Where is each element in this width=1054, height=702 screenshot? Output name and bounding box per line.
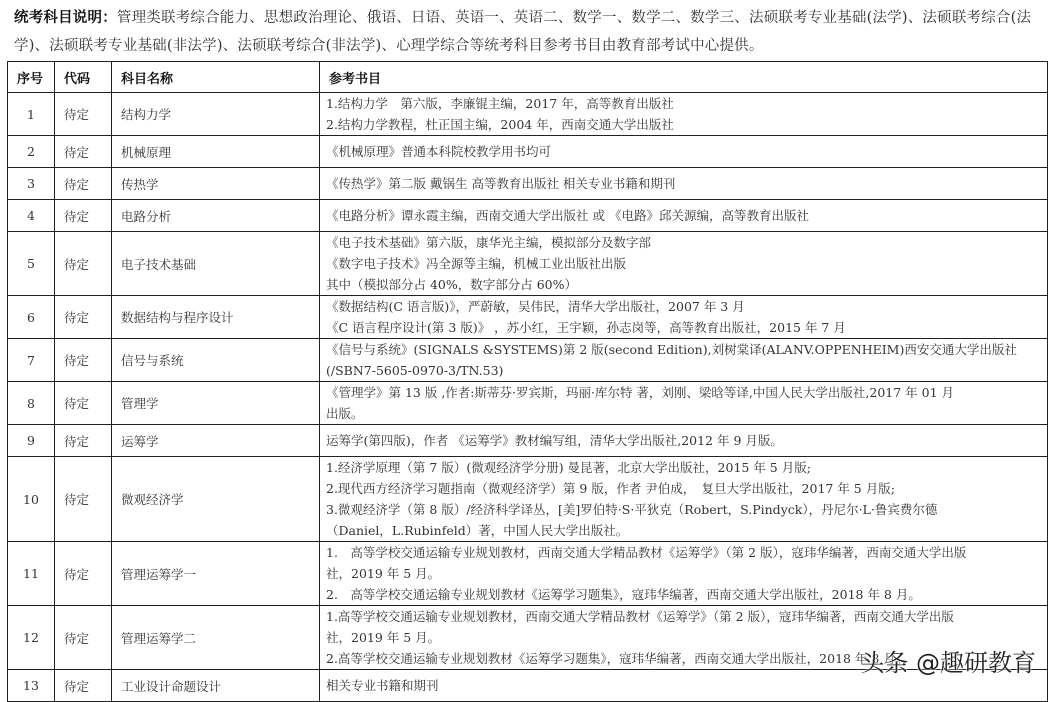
- book-line: 社，2019 年 5 月。: [326, 566, 441, 581]
- cell-books: [320, 296, 1048, 339]
- cell-books: [320, 93, 1048, 136]
- cell-code: 待定: [55, 93, 112, 136]
- cell-seq: 11: [8, 542, 55, 606]
- table-row: [8, 382, 1048, 425]
- table-body: [8, 93, 1048, 702]
- cell-books: [320, 339, 1048, 382]
- header-seq: 序号: [8, 62, 55, 93]
- cell-seq: 1: [8, 93, 55, 136]
- cell-seq: 4: [8, 200, 55, 232]
- cell-seq: 13: [8, 670, 55, 702]
- cell-seq: 6: [8, 296, 55, 339]
- cell-seq: 10: [8, 457, 55, 542]
- book-line: 1.高等学校交通运输专业规划教材，西南交通大学精品教材《运筹学》（第 2 版），寇玮华编著，西南交通大学出版: [326, 609, 954, 624]
- cell-code: 待定: [55, 296, 112, 339]
- book-line: 2.现代西方经济学习题指南（微观经济学）第 9 版，作者 尹伯成， 复旦大学出版社，2017 年 5 月版;: [326, 481, 895, 496]
- cell-books: [320, 542, 1048, 606]
- cell-subject: 传热学: [112, 168, 320, 200]
- cell-seq: 5: [8, 232, 55, 296]
- book-line: 《信号与系统》(SIGNALS &SYSTEMS)第 2 版(second Edition),刘树棠译(ALANV.OPPENHEIM)西安交通大学出版社: [326, 342, 1017, 357]
- cell-code: 待定: [55, 339, 112, 382]
- book-line: （Daniel，L.Rubinfeld）著，中国人民大学出版社。: [326, 523, 629, 538]
- watermark: 头条 @趣研教育: [860, 649, 1036, 677]
- book-line: 《传热学》第二版 戴锅生 高等教育出版社 相关专业书籍和期刊: [326, 176, 676, 191]
- book-line: 《管理学》第 13 版 ,作者:斯蒂芬·罗宾斯，玛丽·库尔特 著，刘刚、梁晗等译,中国人民大学出版社,2017 年 01 月: [326, 385, 955, 400]
- intro-text: 管理类联考综合能力、思想政治理论、俄语、日语、英语一、英语二、数学一、数学二、数学三、法硕联考专业基础(法学)、法硕联考综合(法学)、法硕联考专业基础(非法学)、法硕联考综合(非法学)、心理学综合等统考科目参考书目由教育部考试中心提供。: [14, 10, 1032, 54]
- book-line: 社，2019 年 5 月。: [326, 630, 441, 645]
- book-line: 其中（模拟部分占 40%，数字部分占 60%）: [326, 277, 578, 292]
- cell-subject: 结构力学: [112, 93, 320, 136]
- cell-seq: 2: [8, 136, 55, 168]
- book-line: 《电路分析》谭永霞主编，西南交通大学出版社 或 《电路》邱关源编，高等教育出版社: [326, 208, 809, 223]
- book-line: 《数据结构(C 语言版)》，严蔚敏，吴伟民，清华大学出版社，2007 年 3 月: [326, 299, 745, 314]
- cell-subject: 电路分析: [112, 200, 320, 232]
- book-line: 《C 语言程序设计(第 3 版)》 ，苏小红，王宇颖，孙志岗等，高等教育出版社，2015 年 7 月: [326, 320, 846, 335]
- cell-books: [320, 457, 1048, 542]
- header-subject: 科目名称: [112, 62, 320, 93]
- table-row: [8, 168, 1048, 200]
- cell-subject: 电子技术基础: [112, 232, 320, 296]
- intro-paragraph: [14, 4, 1046, 60]
- book-line: 1.经济学原理（第 7 版）(微观经济学分册) 曼昆著，北京大学出版社，2015 年 5 月版;: [326, 460, 811, 475]
- book-line: 运筹学(第四版)，作者 《运筹学》教材编写组，清华大学出版社,2012 年 9 月版。: [326, 433, 783, 448]
- cell-subject: 管理运筹学二: [112, 606, 320, 670]
- cell-seq: 3: [8, 168, 55, 200]
- cell-books: [320, 425, 1048, 457]
- table-row: [8, 542, 1048, 606]
- book-line: 《数字电子技术》冯全源等主编，机械工业出版社出版: [326, 256, 627, 271]
- table-row: [8, 296, 1048, 339]
- cell-subject: 数据结构与程序设计: [112, 296, 320, 339]
- cell-subject: 工业设计命题设计: [112, 670, 320, 702]
- cell-code: 待定: [55, 542, 112, 606]
- table-row: [8, 93, 1048, 136]
- cell-books: [320, 200, 1048, 232]
- header-books: 参考书目: [320, 62, 1048, 93]
- cell-seq: 12: [8, 606, 55, 670]
- cell-subject: 管理运筹学一: [112, 542, 320, 606]
- book-line: 出版。: [326, 406, 364, 421]
- cell-code: 待定: [55, 136, 112, 168]
- table-row: [8, 200, 1048, 232]
- cell-code: 待定: [55, 232, 112, 296]
- cell-code: 待定: [55, 425, 112, 457]
- cell-code: 待定: [55, 382, 112, 425]
- cell-seq: 9: [8, 425, 55, 457]
- table-row: [8, 339, 1048, 382]
- cell-code: 待定: [55, 168, 112, 200]
- book-line: 2.结构力学教程，杜正国主编，2004 年，西南交通大学出版社: [326, 117, 674, 132]
- book-line: 《电子技术基础》第六版，康华光主编，模拟部分及数字部: [326, 235, 652, 250]
- cell-books: [320, 136, 1048, 168]
- cell-seq: 8: [8, 382, 55, 425]
- book-line: (/SBN7-5605-0970-3/TN.53): [326, 363, 504, 378]
- reference-books-table: [7, 61, 1048, 702]
- book-line: 《机械原理》普通本科院校教学用书均可: [326, 144, 552, 159]
- cell-subject: 运筹学: [112, 425, 320, 457]
- book-line: 1.结构力学 第六版，李廉锟主编，2017 年，高等教育出版社: [326, 96, 674, 111]
- book-line: 2. 高等学校交通运输专业规划教材《运筹学习题集》，寇玮华编著，西南交通大学出版社，2018 年 8 月。: [326, 587, 921, 602]
- table-header-row: [8, 62, 1048, 93]
- table-row: [8, 457, 1048, 542]
- book-line: 3.微观经济学（第 8 版）/经济科学译丛，[美]罗伯特·S·平狄克（Robert，S.Pindyck），丹尼尔·L·鲁宾费尔德: [326, 502, 938, 517]
- table-row: [8, 232, 1048, 296]
- cell-code: 待定: [55, 606, 112, 670]
- cell-code: 待定: [55, 670, 112, 702]
- book-line: 相关专业书籍和期刊: [326, 678, 439, 693]
- cell-subject: 信号与系统: [112, 339, 320, 382]
- header-code: 代码: [55, 62, 112, 93]
- table-row: [8, 425, 1048, 457]
- cell-code: 待定: [55, 457, 112, 542]
- cell-code: 待定: [55, 200, 112, 232]
- cell-subject: 微观经济学: [112, 457, 320, 542]
- cell-seq: 7: [8, 339, 55, 382]
- cell-books: [320, 232, 1048, 296]
- cell-books: [320, 382, 1048, 425]
- intro-lead: 统考科目说明：: [14, 10, 117, 26]
- book-line: 2.高等学校交通运输专业规划教材《运筹学习题集》，寇玮华编著，西南交通大学出版社，2018 年 8 月。: [326, 651, 909, 666]
- book-line: 1. 高等学校交通运输专业规划教材，西南交通大学精品教材《运筹学》（第 2 版），寇玮华编著，西南交通大学出版: [326, 545, 967, 560]
- cell-subject: 管理学: [112, 382, 320, 425]
- table-row: [8, 136, 1048, 168]
- cell-books: [320, 168, 1048, 200]
- cell-subject: 机械原理: [112, 136, 320, 168]
